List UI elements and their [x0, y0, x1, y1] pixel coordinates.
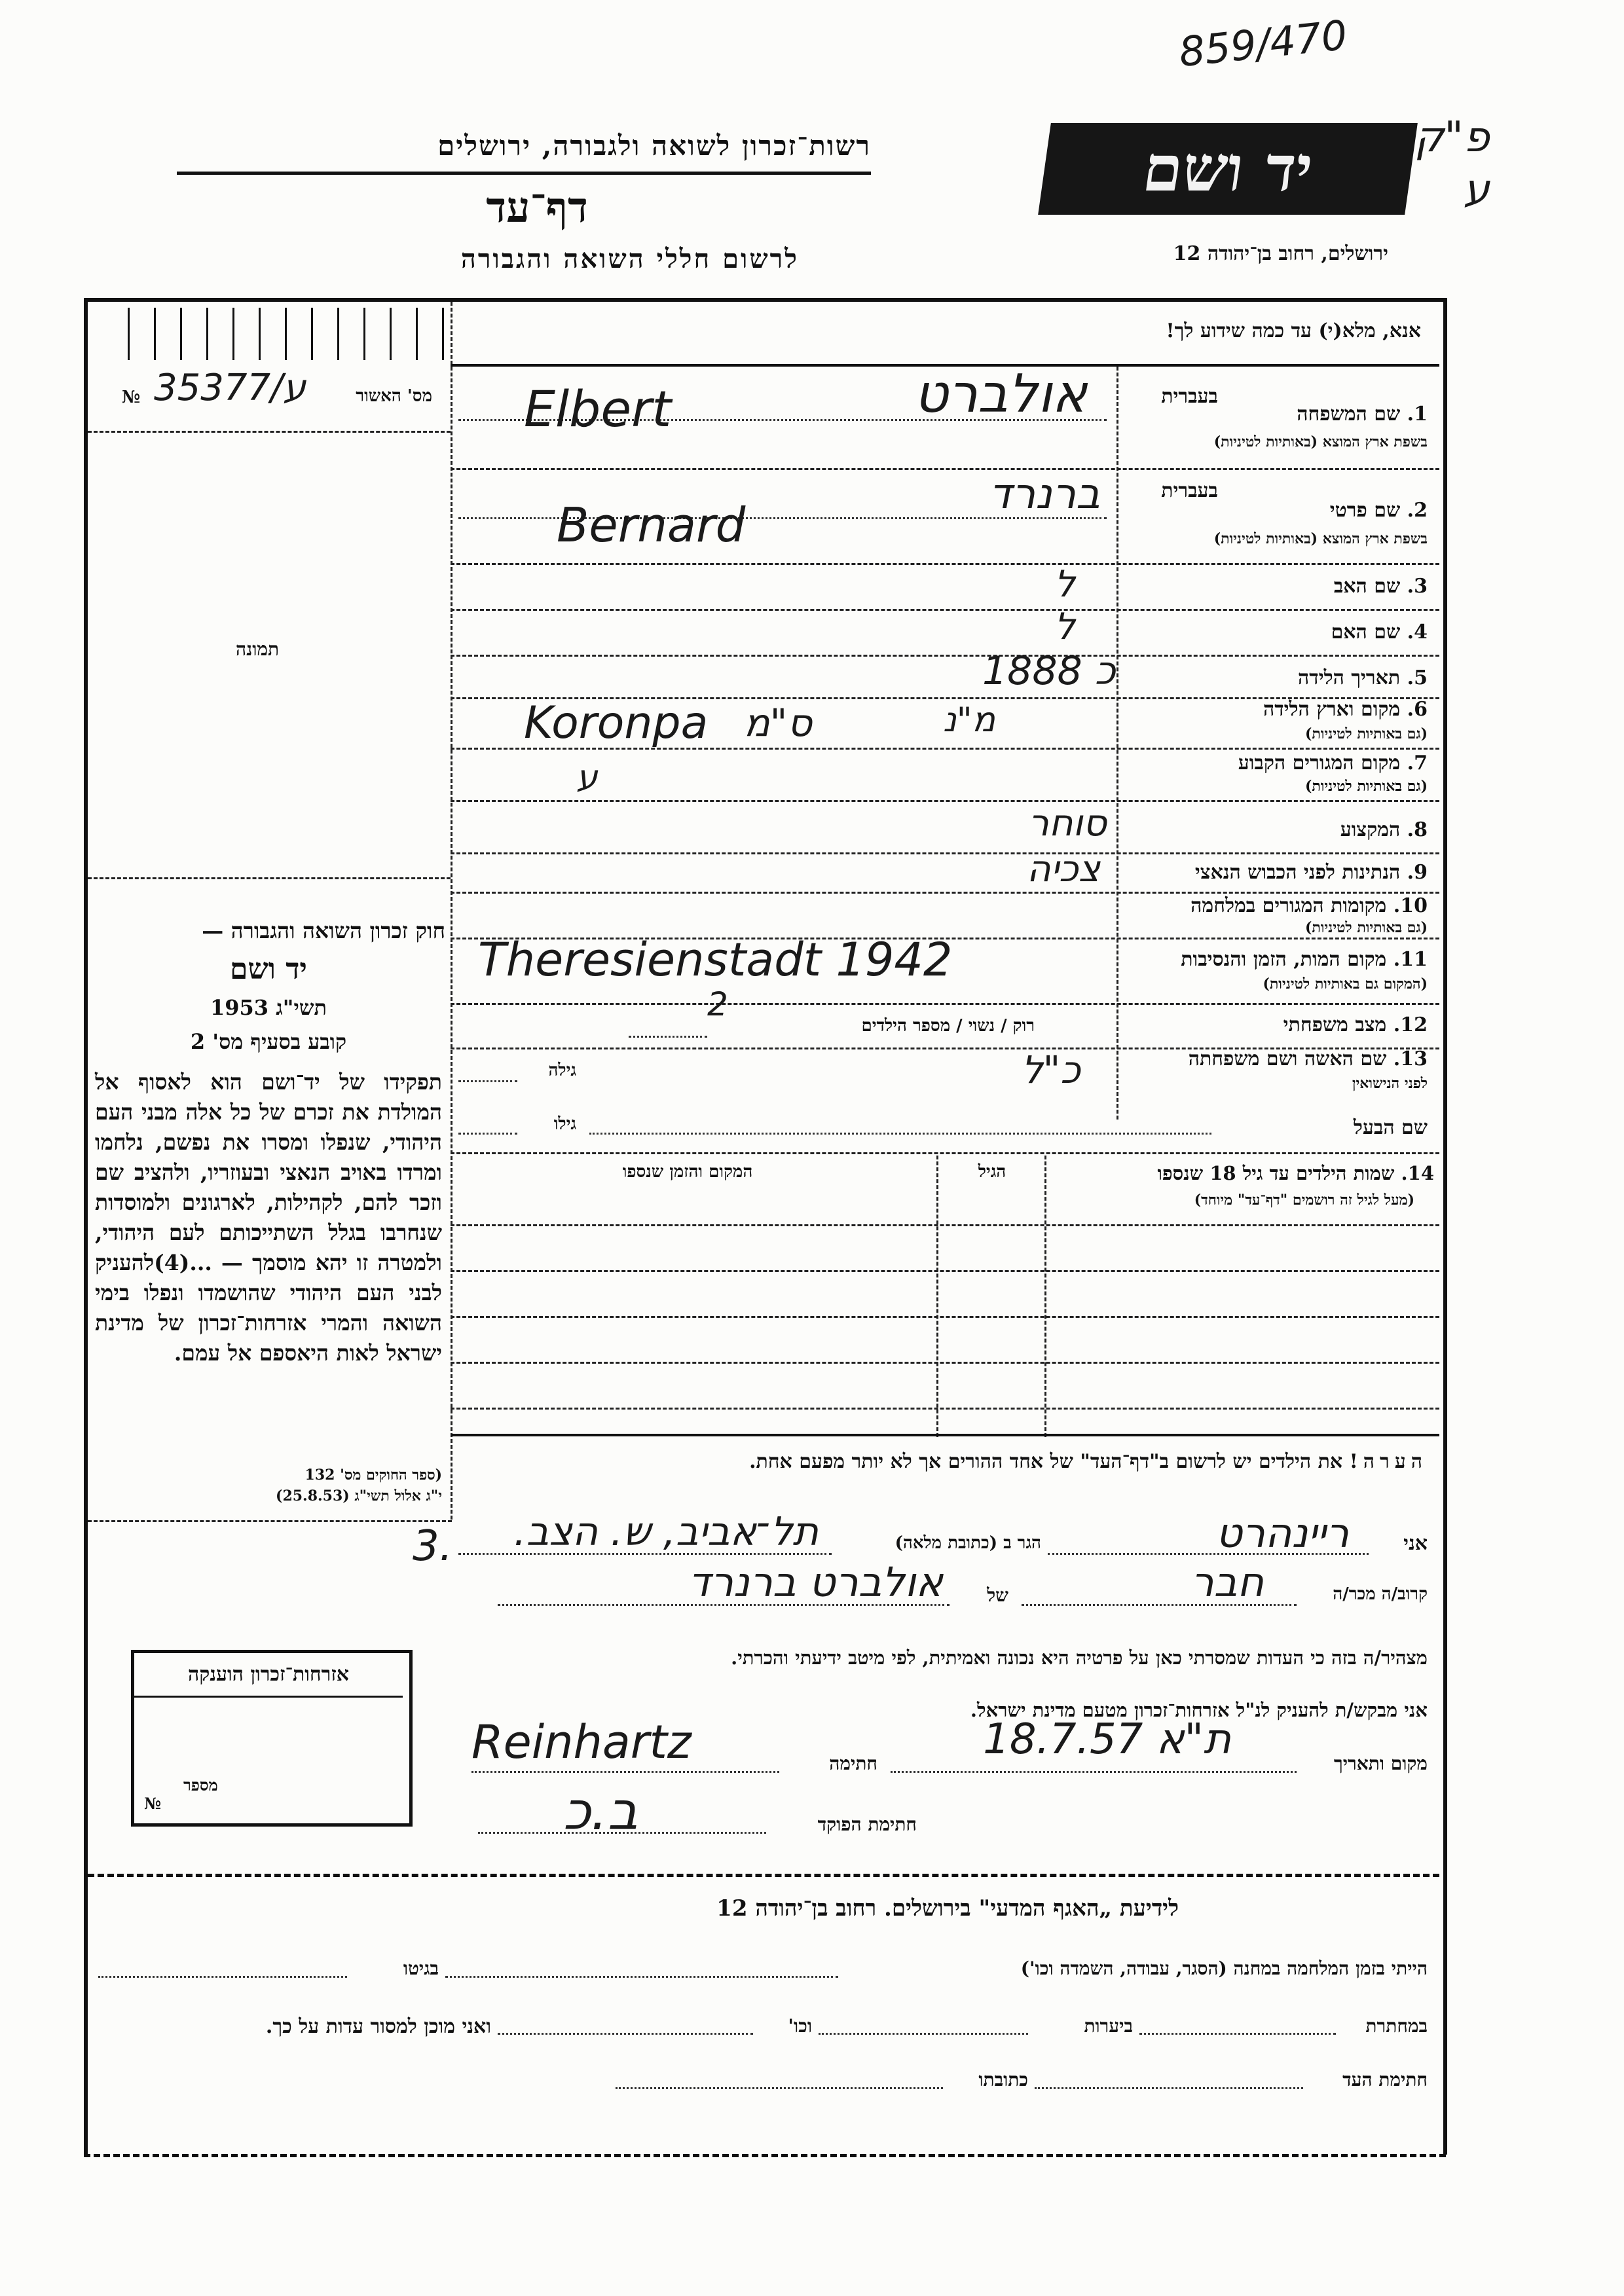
declaration-statement: מצהיר/ה בזה כי העדות שמסרתי כאן על פרטיה היא נכונה ואמיתית, לפי מיטב ידיעתי והכרתי.	[731, 1647, 1428, 1669]
form-frame-bottom	[84, 2154, 1446, 2157]
row13-label: 13. שם האשה ושם משפחתה	[1188, 1048, 1428, 1070]
declaration-residing-label: הגר ב (כתובת מלאה)	[895, 1533, 1041, 1553]
husband-name-line	[589, 1133, 1211, 1135]
declaration-address-value[interactable]: תל־אביב, ש. הצב.	[513, 1509, 819, 1555]
place-date-value[interactable]: ת"א 18.7.57	[983, 1715, 1231, 1764]
children-row-5	[451, 1408, 1439, 1410]
row11-value[interactable]: Theresienstadt 1942	[478, 933, 953, 987]
scientific-line1-b: בגיטו	[403, 1958, 439, 1979]
row-divider-9	[451, 892, 1439, 894]
scientific-line2-fill-1	[1139, 2033, 1336, 2035]
row-divider-11	[451, 1003, 1439, 1005]
row1-sub: בשפת ארץ המוצא (באותיות לטיניות)	[1213, 433, 1428, 450]
row10-sub: (גם באותיות לטיניות)	[1304, 919, 1428, 936]
left-column-ticks	[128, 308, 449, 360]
intro-text: אנא, מלא(י) עד כמה שידוע לך!	[1166, 319, 1421, 342]
clerk-value[interactable]: ב.כ	[563, 1781, 638, 1842]
row6-value-hebrew[interactable]: ס"מ	[744, 701, 812, 745]
place-date-line	[891, 1771, 1297, 1773]
row13-age-label: גילה	[548, 1061, 576, 1080]
row6-sub: (גם באותיות לטיניות)	[1304, 725, 1428, 742]
note-label: הערה!	[1349, 1450, 1428, 1473]
law-source-1: (ספר החוקים מס' 132	[304, 1467, 442, 1484]
row13-age-line	[458, 1080, 517, 1082]
row-divider-2	[451, 563, 1439, 565]
clerk-line	[478, 1832, 766, 1834]
row3-value[interactable]: ל	[1054, 563, 1075, 606]
row8-label: 8. המקצוע	[1340, 818, 1428, 841]
label-column-border	[1116, 367, 1118, 1120]
law-bottom-divider	[88, 1520, 452, 1522]
clerk-label: חתימת הפוקד	[817, 1813, 917, 1835]
children-label: 14. שמות הילדים עד גיל 18 שנספו	[1157, 1162, 1434, 1184]
row6-label: 6. מקום וארץ הלידה	[1263, 698, 1428, 721]
photo-divider	[88, 877, 451, 879]
row12-children-count[interactable]: 2	[707, 985, 728, 1023]
row1-value-hebrew[interactable]: אולברט	[913, 363, 1087, 424]
law-text: תפקידו של יד־ושם הוא לאסוף אל המולדת את זכרם של כל אלה מבני העם היהודי, שנפלו ומסרו את נפשם, נלחמו ומרדו באויב הנאצי ובעוזריו, ולהציב שם וזכר להם, לקהילות, לארגונים ולמוסדות שנחרבו בגלל השתייכותם לעם היהודי, ולמטרה זו יהא מוסמך — ...(4)להעניק לבני העם היהודי שהושמדו ונפלו בימי השואה והמרי אזרחות־זכרון של מדינת ישראל לאות היאספם אל עמם.	[95, 1069, 442, 1366]
declaration-of-value[interactable]: אולברט ברנרד	[688, 1558, 943, 1606]
archive-number: 859/470	[1176, 10, 1350, 77]
signature-label: חתימה	[829, 1753, 877, 1774]
scientific-line2-fill-2	[819, 2033, 1028, 2035]
husband-age-line	[458, 1133, 517, 1135]
row2-value-hebrew[interactable]: ברנרד	[989, 470, 1100, 519]
children-table-bottom	[451, 1434, 1439, 1436]
declaration-relative-value[interactable]: חבר	[1190, 1558, 1264, 1606]
declaration-i-label: אני	[1403, 1532, 1428, 1555]
row8-value[interactable]: סוחר	[1028, 802, 1107, 845]
scientific-line3-fill	[1035, 2087, 1303, 2089]
scientific-line2-d: ואני מוכן למסור עדות על כך.	[265, 2015, 491, 2038]
declaration-of-label: של	[987, 1584, 1008, 1606]
row4-label: 4. שם האם	[1331, 621, 1428, 644]
law-title: חוק זכרון השואה והגבורה —	[202, 918, 445, 943]
scientific-line2-fill-3	[498, 2033, 753, 2035]
row7-sub: (גם באותיות לטיניות)	[1304, 778, 1428, 795]
approval-no-sign: №	[122, 388, 141, 407]
row1-hebrew-tag: בעברית	[1161, 385, 1218, 408]
row12-children-line	[629, 1036, 707, 1038]
row11-label: 11. מקום המות, הזמן והנסיבות	[1181, 948, 1428, 971]
approval-divider	[88, 431, 451, 433]
children-sub: (מעל לגיל זה רושמים "דף־עד" מיוחד)	[1194, 1192, 1414, 1209]
stamp-box-number-label: מספר	[183, 1776, 218, 1795]
declaration-i-line	[1048, 1553, 1369, 1555]
children-row-1	[451, 1224, 1439, 1226]
law-clause: קובע בסעיף מס' 2	[190, 1029, 347, 1054]
scientific-line2-a: במחתרת	[1365, 2015, 1428, 2037]
husband-label: שם הבעל	[1353, 1116, 1428, 1139]
authority-underline	[177, 172, 871, 175]
photo-label: תמונה	[236, 638, 280, 660]
law-year: תשי"ג 1953	[210, 995, 327, 1020]
declaration-relative-label: קרוב/ה מכר/ה	[1333, 1584, 1428, 1604]
scientific-title: לידיעת „האגף המדעי" בירושלים. רחוב בן־יהודה 12	[716, 1895, 1179, 1922]
form-subtitle: לרשום חללי השואה והגבורה	[460, 244, 799, 274]
husband-age-label: גילו	[553, 1114, 576, 1134]
scientific-line1-a: הייתי בזמן המלחמה במחנה (הסגר, עבודה, השמדה וכו')	[1020, 1958, 1428, 1979]
law-source-2: י"ג אלול תשי"ג (25.8.53)	[276, 1487, 442, 1504]
stamp-box-title: אזרחות־זכרון הוענקה	[187, 1663, 350, 1686]
row7-label: 7. מקום המגורים הקבוע	[1238, 752, 1428, 774]
row9-label: 9. הנתינות לפני הכבוש הנאצי	[1194, 861, 1428, 884]
scientific-line3-b: כתובתו	[978, 2069, 1028, 2090]
scientific-line2-c: וכו'	[788, 2015, 812, 2037]
scientific-line2-b: ביערות	[1084, 2015, 1133, 2037]
declaration-address-line	[458, 1553, 832, 1555]
declaration-of-line	[498, 1604, 950, 1606]
row2-hebrew-tag: בעברית	[1161, 479, 1218, 502]
row4-value[interactable]: ל	[1054, 606, 1075, 648]
margin-mark: 3.	[413, 1522, 453, 1571]
logo-text: יד ושם	[1138, 132, 1318, 206]
scientific-line1-tail	[98, 1976, 347, 1978]
children-row-4	[451, 1362, 1439, 1364]
stamp-box-no-sign: №	[144, 1794, 162, 1813]
row12-options[interactable]: רוק / נשוי / מספר הילדים	[861, 1016, 1035, 1036]
row6-value-hebrew-2[interactable]: מ"נ	[942, 701, 995, 740]
signature-value[interactable]: Reinhartz	[471, 1715, 692, 1769]
corner-note: פ"ק ע	[1414, 113, 1490, 214]
children-col-place: המקום והזמן שנספו	[622, 1162, 753, 1182]
row-divider-7	[451, 800, 1439, 802]
approval-number: 35377/ע	[154, 367, 306, 409]
row2-sub: בשפת ארץ המוצא (באותיות לטיניות)	[1213, 530, 1428, 547]
scientific-line1-fill	[445, 1976, 838, 1978]
stamp-box-divider	[134, 1696, 403, 1698]
row1-value-latin[interactable]: Elbert	[524, 380, 672, 438]
note-body: את הילדים יש לרשום ב"דף־העד" של אחד ההורים אך לא יותר מפעם אחת.	[749, 1450, 1343, 1473]
row2-label: 2. שם פרטי	[1329, 499, 1428, 522]
children-col-border-2	[1044, 1156, 1046, 1437]
row13-value[interactable]: כ"ל	[1021, 1048, 1080, 1092]
row9-value[interactable]: צכיה	[1027, 848, 1100, 890]
row3-label: 3. שם האב	[1333, 575, 1428, 598]
signature-line	[471, 1771, 779, 1773]
left-column-border	[451, 302, 452, 1520]
approval-label: מס' האשור	[356, 386, 432, 406]
scientific-line3-tail	[616, 2087, 943, 2089]
row11-sub: (המקום גם באותיות לטיניות)	[1263, 975, 1428, 993]
law-name: יד ושם	[230, 953, 307, 986]
authority-name: רשות־זכרון לשואה ולגבורה, ירושלים	[437, 130, 871, 162]
scientific-divider	[88, 1874, 1439, 1877]
yad-vashem-logo	[1038, 123, 1418, 215]
row5-label: 5. תאריך הלידה	[1298, 666, 1428, 689]
row6-value-latin[interactable]: Koronpa	[524, 697, 709, 749]
declaration-request: אני מבקש/ת להעניק לנ"ל אזרחות־זכרון מטעם מדינת ישראל.	[970, 1699, 1428, 1721]
declaration-i-value[interactable]: ריינהרט	[1215, 1509, 1349, 1557]
row1-label: 1. שם המשפחה	[1297, 403, 1428, 426]
row13-sub: לפני הנישואין	[1352, 1075, 1428, 1092]
children-row-3	[451, 1316, 1439, 1318]
scientific-line3-a: חתימת העד	[1342, 2069, 1428, 2090]
row7-value[interactable]: ע	[576, 758, 598, 797]
row12-label: 12. מצב משפחתי	[1283, 1013, 1428, 1036]
row-divider-3	[451, 609, 1439, 611]
form-title: דף־עד	[486, 183, 588, 232]
note-text	[458, 1450, 1428, 1473]
row-divider-13	[451, 1152, 1439, 1154]
declaration-relative-line	[1022, 1604, 1297, 1606]
children-row-2	[451, 1270, 1439, 1272]
row10-label: 10. מקומות המגורים במלחמה	[1190, 894, 1428, 917]
children-col-age: הגיל	[978, 1162, 1006, 1182]
row-divider-4	[451, 655, 1439, 657]
row2-value-latin[interactable]: Bernard	[557, 498, 746, 553]
row5-value[interactable]: 1888 כ	[982, 648, 1116, 694]
children-col-border-1	[936, 1156, 938, 1437]
header-address: ירושלים, רחוב בן־יהודה 12	[1173, 242, 1388, 265]
place-date-label: מקום ותאריך	[1333, 1753, 1428, 1774]
